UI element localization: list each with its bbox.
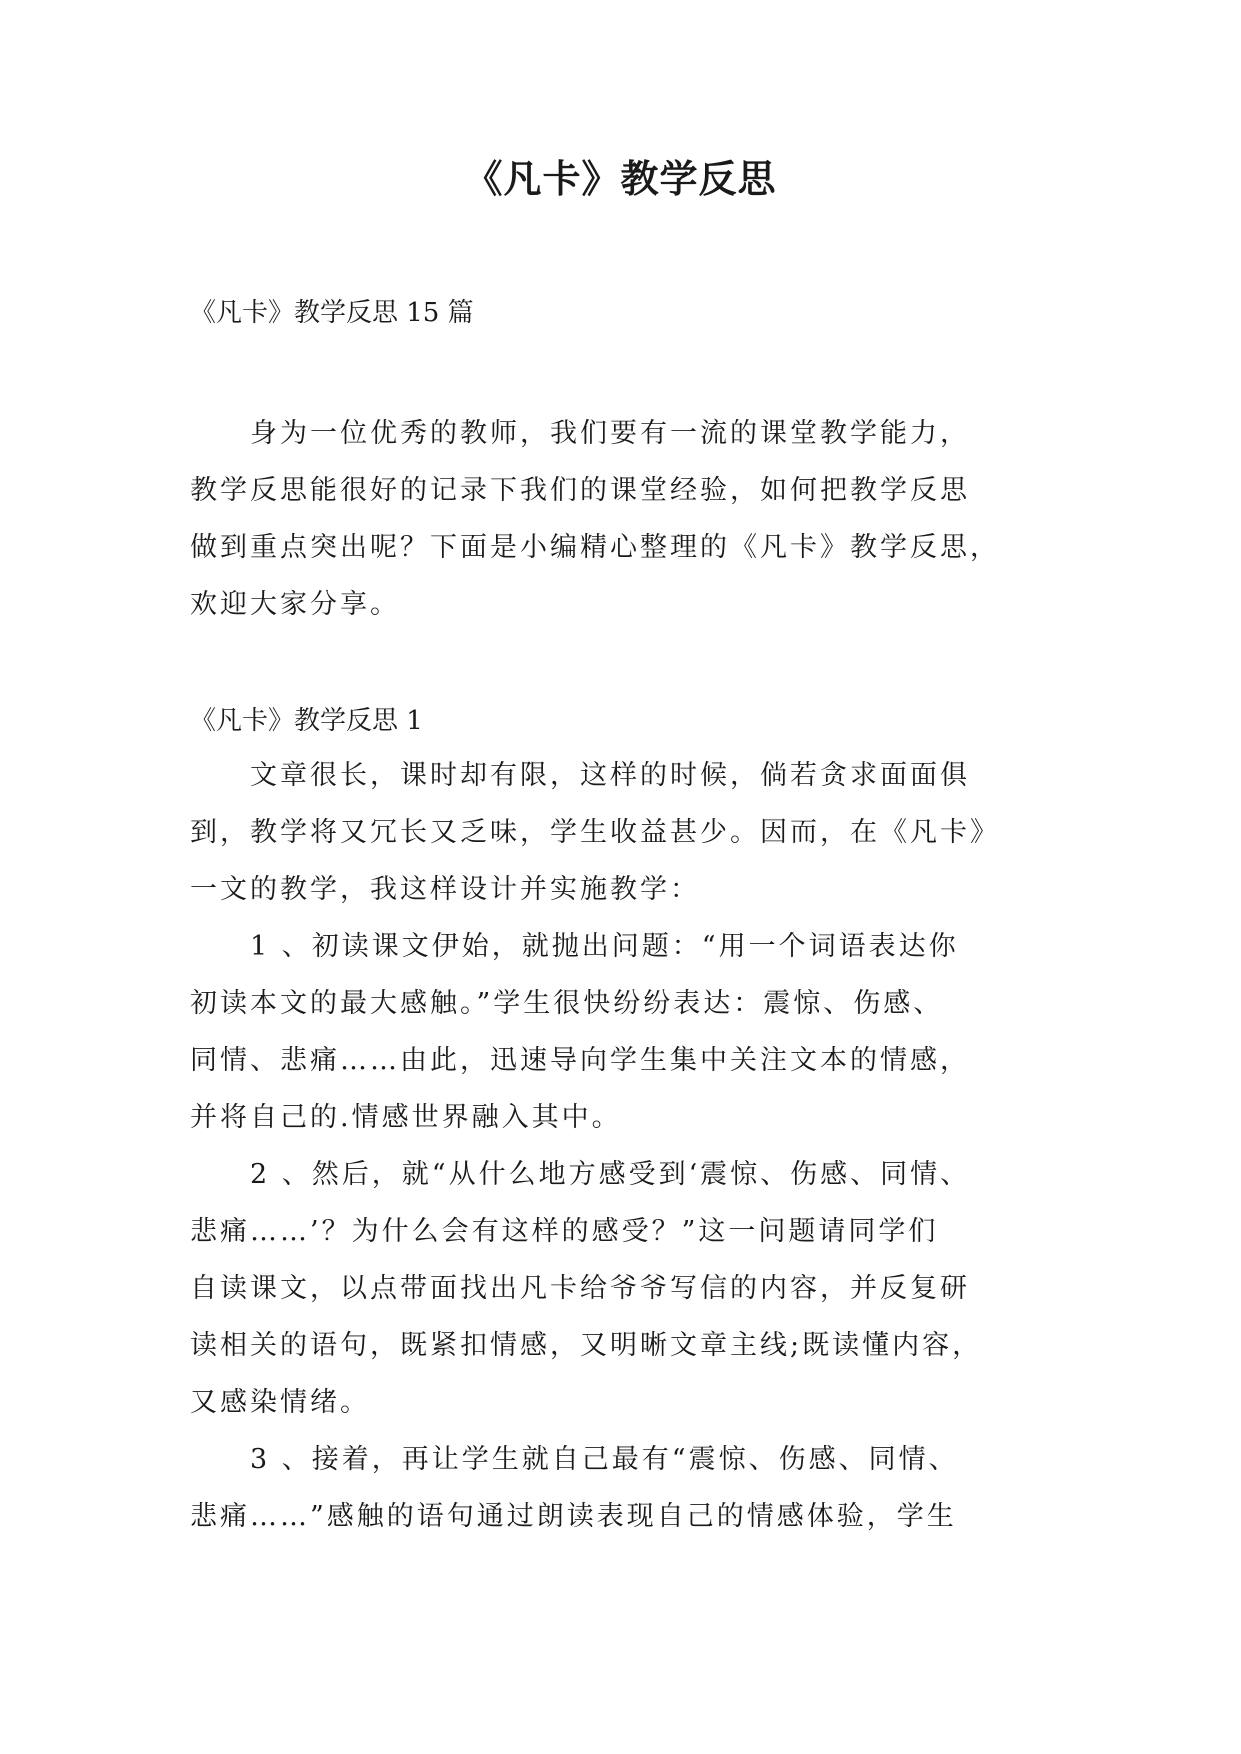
text-line: 同情、悲痛……由此，迅速导向学生集中关注文本的情感， <box>190 1045 970 1076</box>
text-line: 一文的教学，我这样设计并实施教学： <box>190 874 700 905</box>
text-line: 3 、接着，再让学生就自己最有“震惊、伤感、同情、 <box>190 1444 959 1475</box>
text-line: 读相关的语句，既紧扣情感，又明晰文章主线;既读懂内容， <box>190 1330 983 1361</box>
text-line: 文章很长，课时却有限，这样的时候，倘若贪求面面俱 <box>190 760 970 791</box>
text-line: 1 、初读课文伊始，就抛出问题：“用一个词语表达你 <box>190 931 959 962</box>
section-heading-1: 《凡卡》教学反思 1 <box>190 706 423 736</box>
text-line: 欢迎大家分享。 <box>190 589 400 620</box>
document-title: 《凡卡》教学反思 <box>464 157 777 201</box>
text-line: 身为一位优秀的教师，我们要有一流的课堂教学能力， <box>190 418 970 449</box>
text-line: 初读本文的最大感触。”学生很快纷纷表达：震惊、伤感、 <box>190 988 944 1019</box>
section-1-body <box>190 747 1060 1545</box>
text-line: 到，教学将又冗长又乏味，学生收益甚少。因而，在《凡卡》 <box>190 817 1000 848</box>
text-line: 又感染情绪。 <box>190 1387 370 1418</box>
text-line: 2 、然后，就“从什么地方感受到‘震惊、伤感、同情、 <box>190 1159 971 1190</box>
text-line: 做到重点突出呢？下面是小编精心整理的《凡卡》教学反思， <box>190 532 1000 563</box>
text-line: 悲痛……”感触的语句通过朗读表现自己的情感体验，学生 <box>190 1501 957 1532</box>
text-line: 悲痛……’？为什么会有这样的感受？”这一问题请同学们 <box>190 1216 939 1247</box>
document-subtitle: 《凡卡》教学反思 15 篇 <box>190 298 474 328</box>
text-line: 自读课文，以点带面找出凡卡给爷爷写信的内容，并反复研 <box>190 1273 970 1304</box>
text-line: 教学反思能很好的记录下我们的课堂经验，如何把教学反思 <box>190 475 970 506</box>
text-line: 并将自己的.情感世界融入其中。 <box>190 1102 622 1133</box>
intro-paragraph <box>190 405 1060 633</box>
